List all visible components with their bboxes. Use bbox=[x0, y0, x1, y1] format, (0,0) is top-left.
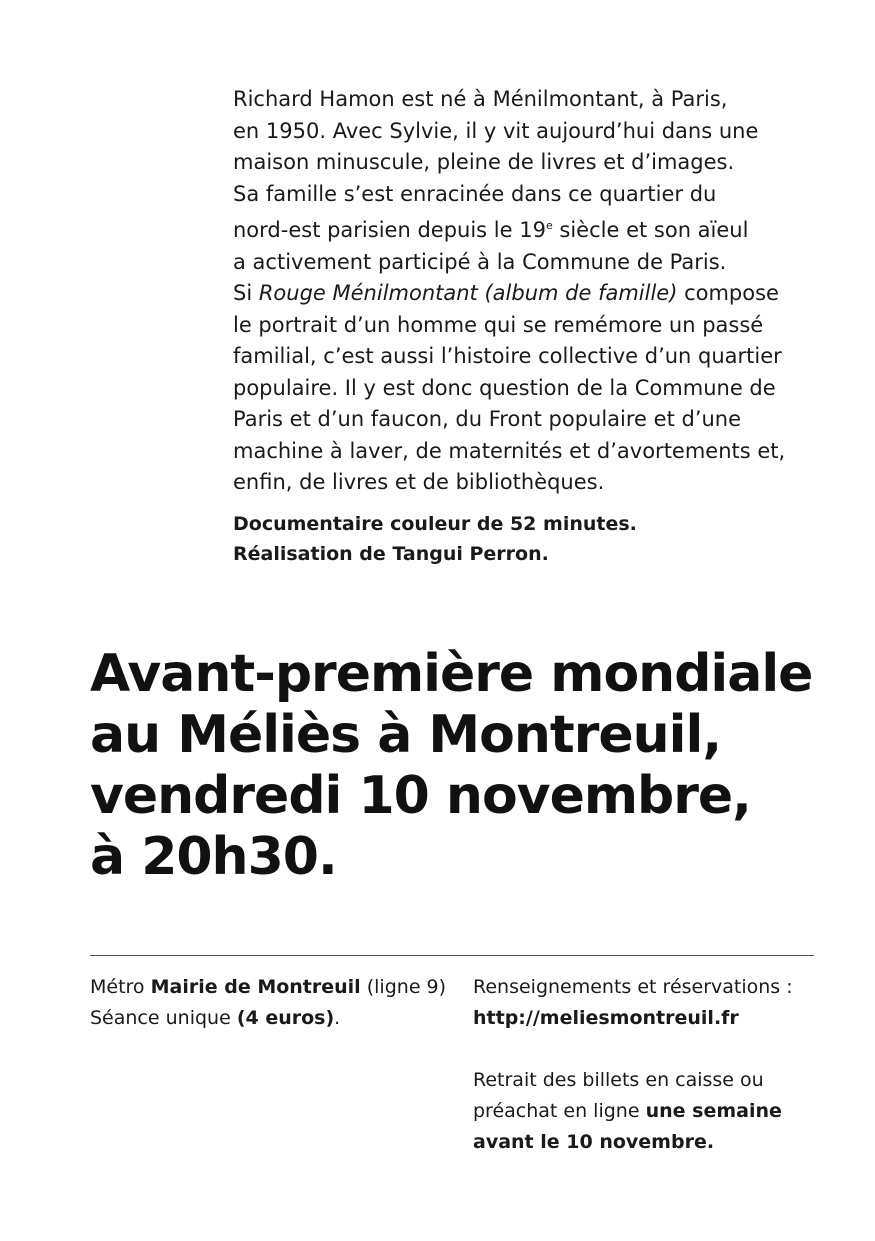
intro-text: Si bbox=[233, 281, 259, 305]
film-director: Réalisation de Tangui Perron. bbox=[233, 543, 549, 565]
intro-line: populaire. Il y est donc question de la Commune de bbox=[233, 375, 776, 400]
intro-paragraph bbox=[233, 84, 793, 499]
headline-line: à 20h30. bbox=[90, 827, 337, 887]
superscript-e: e bbox=[545, 219, 553, 232]
tickets-deadline: une semaine bbox=[645, 1100, 782, 1122]
event-headline bbox=[90, 644, 830, 888]
tickets-deadline-date: avant le 10 novembre. bbox=[473, 1131, 715, 1153]
seance-label: Séance unique bbox=[90, 1007, 237, 1029]
website-link[interactable]: http://meliesmontreuil.fr bbox=[473, 1007, 739, 1029]
intro-line: enfin, de livres et de bibliothèques. bbox=[233, 470, 605, 494]
metro-station: Mairie de Montreuil bbox=[150, 976, 361, 998]
intro-line: Sa famille s’est enracinée dans ce quartier du bbox=[233, 181, 717, 206]
intro-line: Paris et d’un faucon, du Front populaire et d’une bbox=[233, 407, 742, 431]
intro-text: compose bbox=[677, 281, 779, 305]
metro-label: Métro bbox=[90, 976, 151, 998]
intro-text: siècle et son aïeul bbox=[552, 218, 749, 242]
headline-line: au Méliès à Montreuil, bbox=[90, 705, 722, 765]
seance-suffix: . bbox=[334, 1007, 341, 1029]
reservations-label: Renseignements et réservations : bbox=[473, 976, 793, 998]
seance-info bbox=[90, 1003, 460, 1034]
tickets-line bbox=[473, 1096, 813, 1127]
reservation-info bbox=[473, 972, 813, 1158]
intro-line: familial, c’est aussi l’histoire collective d’un quartier bbox=[233, 344, 782, 368]
venue-info bbox=[90, 972, 460, 1034]
film-credits bbox=[233, 509, 793, 569]
headline-line: vendredi 10 novembre, bbox=[90, 766, 751, 826]
film-duration: Documentaire couleur de 52 minutes. bbox=[233, 513, 637, 535]
tickets-text: préachat en ligne bbox=[473, 1100, 646, 1122]
intro-line: machine à laver, de maternités et d’avortements et, bbox=[233, 438, 786, 463]
intro-line: en 1950. Avec Sylvie, il y vit aujourd’hui dans une bbox=[233, 118, 759, 143]
seance-price: (4 euros) bbox=[236, 1007, 335, 1029]
intro-line bbox=[233, 278, 793, 310]
intro-text: nord-est parisien depuis le 19 bbox=[233, 218, 546, 242]
intro-line: maison minuscule, pleine de livres et d’images. bbox=[233, 150, 735, 174]
intro-line: a activement participé à la Commune de Paris. bbox=[233, 249, 727, 274]
section-divider bbox=[90, 955, 814, 956]
headline-line: Avant-première mondiale bbox=[90, 644, 813, 704]
intro-line bbox=[233, 210, 793, 247]
film-title: Rouge Ménilmontant (album de famille) bbox=[258, 281, 678, 305]
tickets-line: Retrait des billets en caisse ou bbox=[473, 1069, 764, 1091]
spacer bbox=[473, 1034, 813, 1065]
intro-line: Richard Hamon est né à Ménilmontant, à Paris, bbox=[233, 87, 728, 111]
intro-line: le portrait d’un homme qui se remémore un passé bbox=[233, 312, 764, 337]
metro-line: (ligne 9) bbox=[360, 976, 447, 998]
metro-info bbox=[90, 972, 460, 1003]
